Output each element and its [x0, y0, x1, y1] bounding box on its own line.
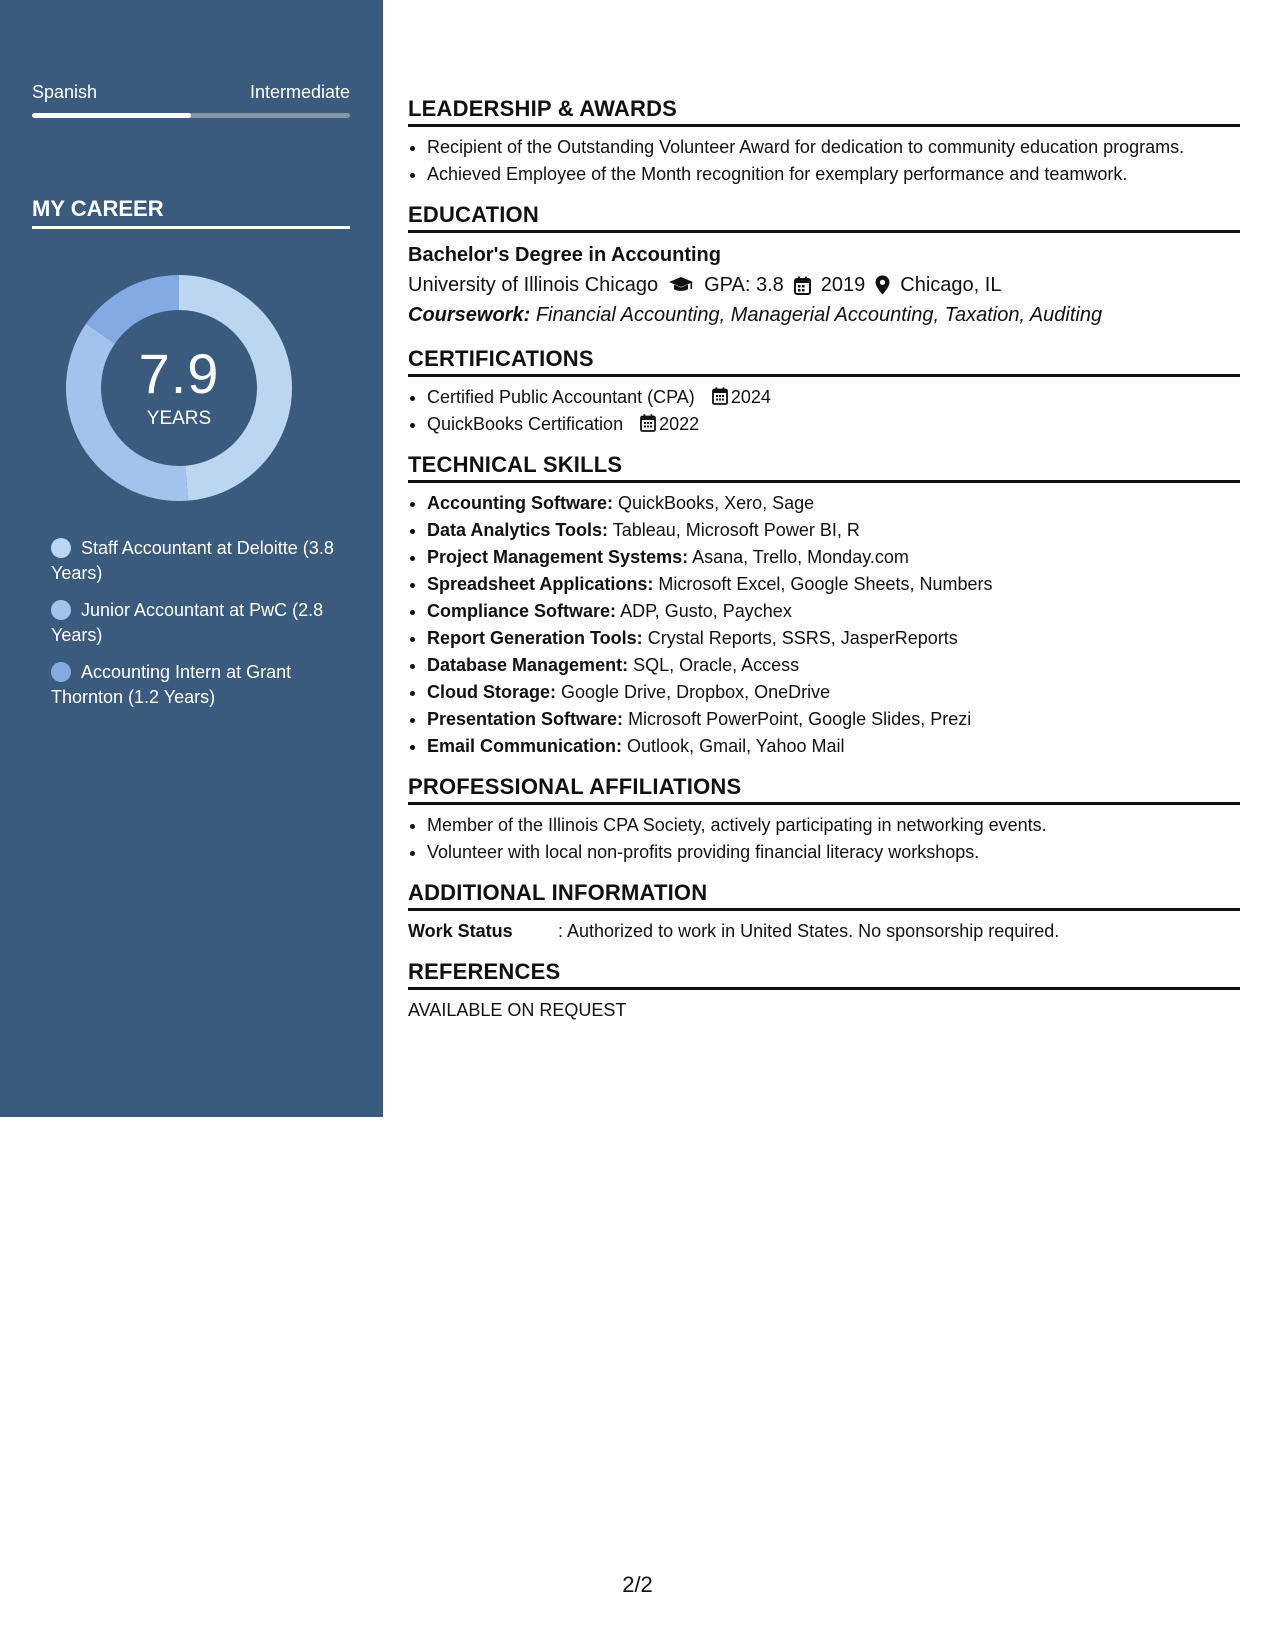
career-item [51, 660, 351, 710]
skill-value: ADP, Gusto, Paychex [620, 601, 792, 621]
career-item [51, 598, 351, 648]
references-text: AVAILABLE ON REQUEST [408, 1000, 627, 1020]
coursework-list: Financial Accounting, Managerial Accounting, Taxation, Auditing [535, 304, 1103, 326]
technical-skills-section [408, 452, 1240, 760]
graduation-cap-icon [668, 276, 694, 294]
list-item: • Volunteer with local non-profits providing financial literacy workshops. [427, 839, 1240, 866]
skill-value: Microsoft Excel, Google Sheets, Numbers [658, 574, 993, 594]
language-proficiency-fill [32, 113, 191, 118]
skill-item [427, 571, 1240, 598]
graduation-year: 2019 [820, 274, 866, 296]
affiliations-title: PROFESSIONAL AFFILIATIONS [408, 774, 1240, 805]
skill-value: Crystal Reports, SSRS, JasperReports [647, 628, 958, 648]
skill-item [427, 598, 1240, 625]
certifications-section [408, 346, 1240, 438]
skill-value: Tableau, Microsoft Power BI, R [612, 520, 860, 540]
career-item [51, 536, 351, 586]
coursework-label: Coursework: [408, 304, 531, 326]
skill-item [427, 706, 1240, 733]
legend-dot-icon [51, 538, 71, 558]
references-section [408, 959, 1240, 1024]
legend-dot-icon [51, 600, 71, 620]
certification-name: QuickBooks Certification [427, 414, 624, 434]
technical-skills-title: TECHNICAL SKILLS [408, 452, 1240, 483]
leadership-section [408, 96, 1240, 188]
main-content [408, 96, 1240, 1024]
career-heading: MY CAREER [32, 196, 350, 229]
skill-value: Asana, Trello, Monday.com [692, 547, 909, 567]
work-status-row [408, 918, 1240, 945]
skill-item [427, 544, 1240, 571]
page-number: 2/2 [622, 1572, 653, 1597]
affiliations-section [408, 774, 1240, 866]
skill-label: Presentation Software: [427, 709, 624, 729]
legend-dot-icon [51, 662, 71, 682]
calendar-icon [640, 414, 656, 432]
certification-year: 2024 [730, 387, 771, 407]
language-row [32, 82, 350, 103]
school-row [408, 270, 1240, 300]
skill-item [427, 490, 1240, 517]
career-total-unit: YEARS [146, 408, 212, 429]
career-item-label: Junior Accountant at PwC (2.8 Years) [51, 600, 324, 645]
list-item [427, 411, 1240, 438]
skill-label: Email Communication: [427, 736, 623, 756]
location-pin-icon [875, 275, 890, 295]
career-item-label: Staff Accountant at Deloitte (3.8 Years) [51, 538, 334, 583]
degree-name: Bachelor's Degree in Accounting [408, 244, 721, 266]
language-level: Intermediate [249, 82, 350, 102]
skill-label: Report Generation Tools: [427, 628, 643, 648]
calendar-icon [712, 387, 728, 405]
skill-value: QuickBooks, Xero, Sage [618, 493, 815, 513]
references-title: REFERENCES [408, 959, 1240, 990]
skill-item [427, 625, 1240, 652]
skill-item [427, 679, 1240, 706]
coursework [408, 300, 1240, 330]
calendar-icon [794, 276, 811, 295]
certifications-list [408, 384, 1240, 438]
list-item: • Member of the Illinois CPA Society, actively participating in networking events. [427, 812, 1240, 839]
skills-list [408, 490, 1240, 760]
leadership-list [408, 134, 1240, 188]
career-total-value: 7.9 [138, 342, 220, 405]
list-item: • Recipient of the Outstanding Volunteer Award for dedication to community education programs. [427, 134, 1240, 161]
additional-info-section [408, 880, 1240, 945]
school-location: Chicago, IL [900, 274, 1002, 296]
sidebar [0, 0, 383, 1117]
skill-item [427, 517, 1240, 544]
education-title: EDUCATION [408, 202, 1240, 233]
skill-value: Microsoft PowerPoint, Google Slides, Prezi [628, 709, 972, 729]
skill-value: Google Drive, Dropbox, OneDrive [561, 682, 831, 702]
skill-label: Compliance Software: [427, 601, 617, 621]
certification-year: 2022 [659, 414, 700, 434]
language-name: Spanish [32, 82, 98, 102]
certifications-title: CERTIFICATIONS [408, 346, 1240, 377]
leadership-title: LEADERSHIP & AWARDS [408, 96, 1240, 127]
career-total [66, 275, 292, 501]
work-status-value: : Authorized to work in United States. No sponsorship required. [558, 921, 1060, 941]
skill-label: Spreadsheet Applications: [427, 574, 654, 594]
career-item-label: Accounting Intern at Grant Thornton (1.2 Years) [51, 662, 292, 707]
skill-value: Outlook, Gmail, Yahoo Mail [627, 736, 845, 756]
school-name: University of Illinois Chicago [408, 274, 659, 296]
skill-value: SQL, Oracle, Access [633, 655, 800, 675]
skill-label: Data Analytics Tools: [427, 520, 609, 540]
language-proficiency-bar [32, 113, 350, 118]
certification-name: Certified Public Accountant (CPA) [427, 387, 695, 407]
career-list [51, 536, 351, 722]
additional-info-title: ADDITIONAL INFORMATION [408, 880, 1240, 911]
work-status-label: Work Status [408, 921, 513, 941]
skill-label: Accounting Software: [427, 493, 614, 513]
skill-label: Project Management Systems: [427, 547, 689, 567]
skill-item [427, 652, 1240, 679]
list-item [427, 384, 1240, 411]
skill-label: Cloud Storage: [427, 682, 556, 702]
list-item: • Achieved Employee of the Month recognition for exemplary performance and teamwork. [427, 161, 1240, 188]
skill-item [427, 733, 1240, 760]
gpa: GPA: 3.8 [704, 274, 784, 296]
education-section [408, 202, 1240, 330]
skill-label: Database Management: [427, 655, 629, 675]
affiliations-list [408, 812, 1240, 866]
